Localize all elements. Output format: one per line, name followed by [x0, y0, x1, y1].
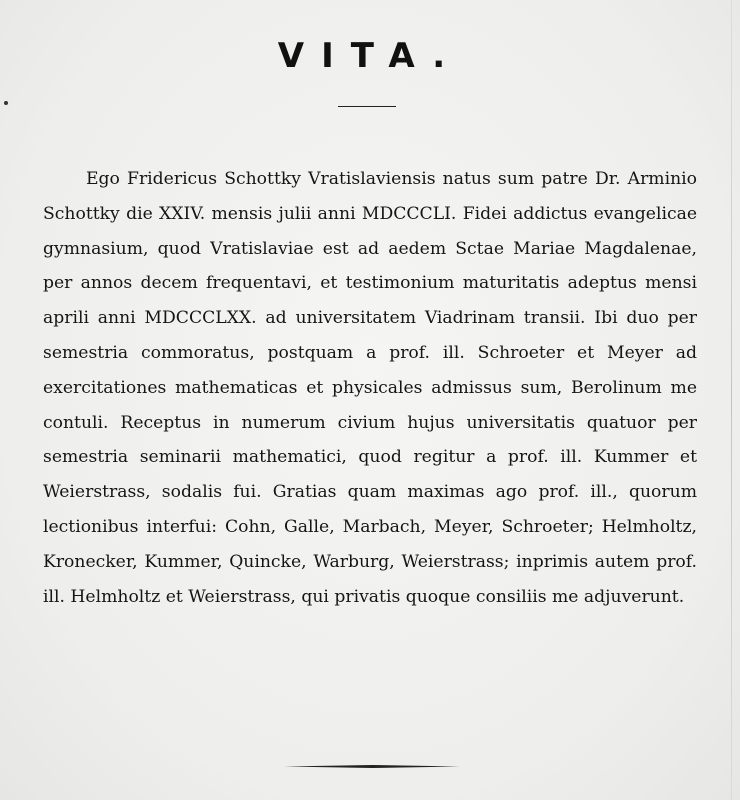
closing-ornament-rule — [284, 765, 460, 768]
vita-paragraph: Ego Fridericus Schottky Vratislaviensis natus sum patre Dr. Arminio Schottky die XXIV. mensis julii anni MDCCCLI. Fidei addictus evangelicae gymnasium, quod Vratislaviae est ad aedem Sctae Mariae Magdalenae, per annos decem frequentavi, et testimonium maturitatis adeptus mensi aprili anni MDCCCLXX. ad universitatem Viadrinam transii. Ibi duo per semestria commoratus, postquam a prof. ill. Schroeter et Meyer ad exercitationes mathematicas et physicales admissus sum, Berolinum me contuli. Receptus in numerum civium hujus universitatis quatuor per semestria seminarii mathematici, quod regitur a prof. ill. Kummer et Weierstrass, sodalis fui. Gratias quam maximas ago prof. ill., quorum lectionibus interfui: Cohn, Galle, Marbach, Meyer, Schroeter; Helmholtz, Kronecker, Kummer, Quincke, Warburg, Weierstrass; inprimis autem prof. ill. Helmholtz et Weierstrass, qui privatis quoque consiliis me adjuverunt. — [43, 169, 697, 607]
page-title: VITA. — [277, 36, 463, 76]
title-rule — [338, 106, 396, 107]
closing-rule-graphic — [284, 765, 460, 768]
page-edge-shadow — [731, 0, 732, 800]
stray-ink-dot — [4, 101, 8, 105]
